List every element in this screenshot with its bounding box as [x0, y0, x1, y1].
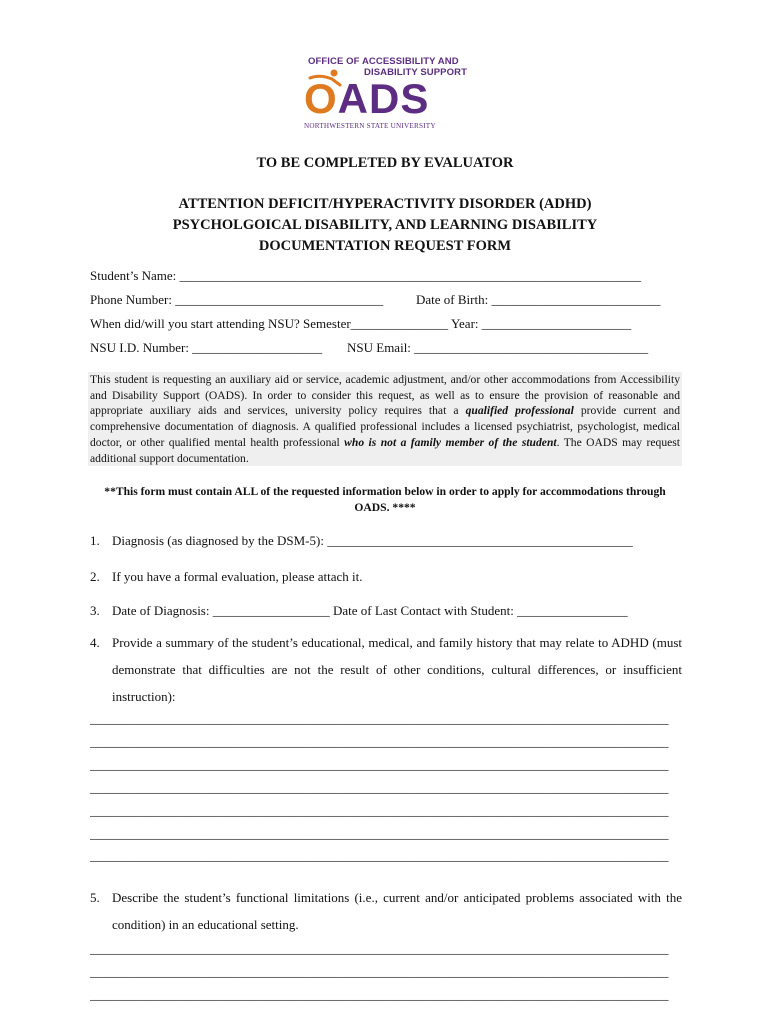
dob-field[interactable]: Date of Birth: __________________________	[416, 292, 661, 307]
student-name-field[interactable]: Student’s Name: _______________________________________________________________________	[90, 268, 642, 283]
item-text: Diagnosis (as diagnosed by the DSM-5): _______________________________________________	[112, 533, 633, 548]
item-history-text: Provide a summary of the student’s educational, medical, and family history that may relate to ADHD (must demonstrate that difficulties are not the result of other conditions, cultural differences, or insufficient instruction):	[112, 635, 682, 704]
answer-line[interactable]: _________________________________________________________________________________________	[90, 941, 669, 956]
answer-line[interactable]: _________________________________________________________________________________________	[90, 987, 669, 1002]
notice-text-2: provide current and comprehensive documentation of diagnosis. A qualified professional includes a licensed psychiatrist, psychologist, medical doctor, or other qualified mental health professional	[90, 404, 680, 449]
answer-line[interactable]: _________________________________________________________________________________________	[90, 803, 669, 818]
answer-line[interactable]: _________________________________________________________________________________________	[90, 826, 669, 841]
oads-logo	[300, 56, 475, 134]
item-text: Date of Diagnosis: __________________ Date of Last Contact with Student: _________________	[112, 603, 628, 618]
evaluator-heading: TO BE COMPLETED BY EVALUATOR	[256, 155, 514, 171]
item-number: 1.	[90, 533, 100, 548]
item-attach-evaluation	[90, 569, 363, 585]
notice-bold-1: qualified professional	[465, 404, 574, 418]
answer-line[interactable]: _________________________________________________________________________________________	[90, 964, 669, 979]
form-title-line-1: ATTENTION DEFICIT/HYPERACTIVITY DISORDER (ADHD)	[178, 196, 592, 212]
logo-wordmark	[304, 75, 430, 122]
item-number: 5.	[90, 890, 100, 905]
answer-line[interactable]: _________________________________________________________________________________________	[90, 848, 669, 863]
form-title-line-2: PSYCHOLGOICAL DISABILITY, AND LEARNING DISABILITY	[172, 217, 598, 233]
logo-wordmark-rest: ADS	[337, 75, 430, 122]
item-text: If you have a formal evaluation, please attach it.	[112, 569, 363, 584]
item-diagnosis[interactable]	[90, 533, 633, 549]
item-number: 4.	[90, 635, 100, 650]
form-title-line-3: DOCUMENTATION REQUEST FORM	[258, 238, 512, 254]
form-title	[0, 194, 770, 257]
item-dates[interactable]	[90, 603, 628, 619]
item-number-4	[90, 635, 112, 651]
requirement-warning: **This form must contain ALL of the requested information below in order to apply for accommodations through OADS. ****	[104, 485, 666, 514]
item-number: 2.	[90, 569, 100, 584]
notice-box	[88, 372, 682, 466]
answer-line[interactable]: _________________________________________________________________________________________	[90, 734, 669, 749]
notice-text-1: This student is requesting an auxiliary aid or service, academic adjustment, and/or other accommodations from Accessibility and Disability Support (OADS). In order to consider this request, as well as to ensure the provision of reasonable and appropriate auxiliary aids and services, university policy requires that a	[90, 373, 680, 418]
item-number: 3.	[90, 603, 100, 618]
item-limitations-text: Describe the student’s functional limitations (i.e., current and/or anticipated problems associated with the condition) in an educational setting.	[112, 890, 682, 932]
item-number-5	[90, 890, 112, 906]
attend-field[interactable]: When did/will you start attending NSU? Semester_______________ Year: _______________________	[90, 316, 632, 331]
logo-line-1: OFFICE OF ACCESSIBILITY AND	[308, 56, 459, 67]
logo-university: NORTHWESTERN STATE UNIVERSITY	[304, 122, 436, 130]
nsu-email-field[interactable]: NSU Email: ____________________________________	[347, 340, 649, 355]
notice-text-3: . The OADS may request additional support documentation.	[90, 435, 680, 465]
phone-field[interactable]: Phone Number: ________________________________	[90, 292, 384, 307]
answer-line[interactable]: _________________________________________________________________________________________	[90, 757, 669, 772]
answer-line[interactable]: _________________________________________________________________________________________	[90, 711, 669, 726]
logo-wordmark-o: O	[304, 75, 338, 122]
answer-line[interactable]: _________________________________________________________________________________________	[90, 780, 669, 795]
nsu-id-field[interactable]: NSU I.D. Number: ____________________	[90, 340, 323, 355]
notice-bold-2: who is not a family member of the student	[344, 435, 557, 449]
logo-line-2: DISABILITY SUPPORT	[364, 67, 467, 78]
